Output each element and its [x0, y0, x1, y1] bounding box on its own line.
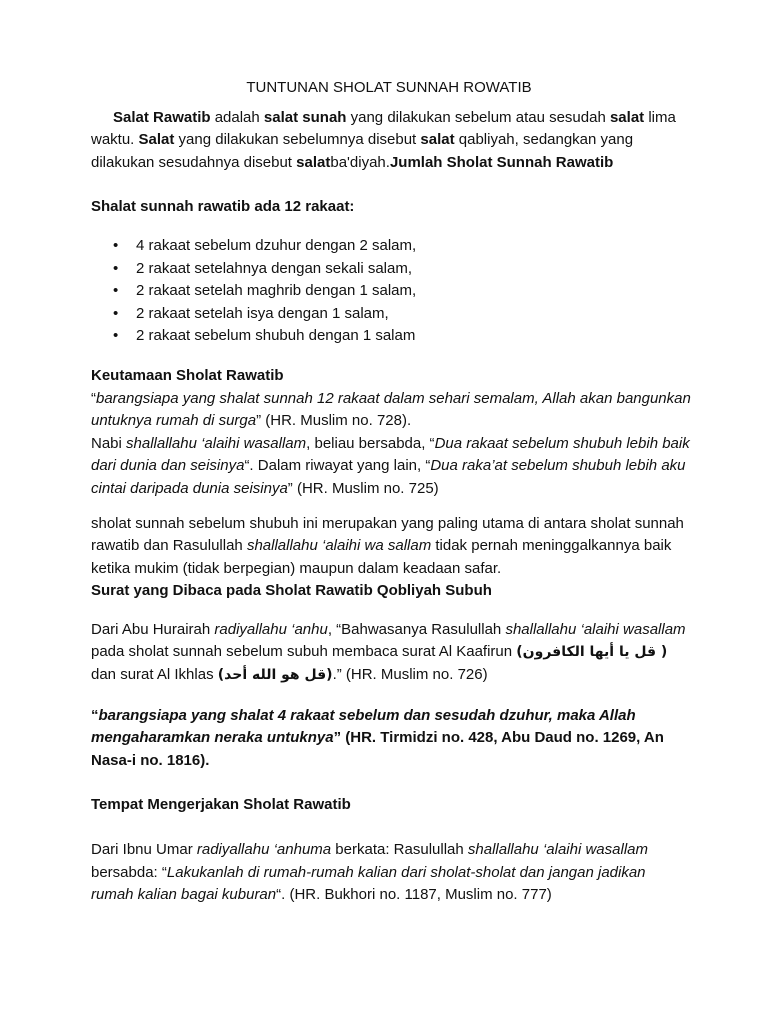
ibnu-umar-paragraph: Dari Ibnu Umar radiyallahu ‘anhuma berkata: Rasulullah shallallahu ‘alaihi wasallam bersabda: “Lakukanlah di rumah-rumah kalian dari sholat-sholat dan jangan jadikan rumah kalian bagai kuburan“. (HR. Bukhori no. 1187, Muslim no. 777) — [91, 841, 648, 904]
keutamaan-heading: Keutamaan Sholat Rawatib — [91, 366, 284, 384]
bullet-icon: • — [113, 327, 119, 345]
intro-term-salat-sunah: salat sunah — [263, 108, 347, 126]
surat-heading: Surat yang Dibaca pada Sholat Rawatib Qobliyah Subuh — [91, 582, 492, 600]
document-title: TUNTUNAN SHOLAT SUNNAH ROWATIB — [246, 79, 532, 96]
intro-text: yang dilakukan sebelum atau sesudah — [346, 108, 610, 126]
list-item: • 2 rakaat setelahnya dengan sekali salam, — [91, 258, 691, 281]
intro-text: adalah — [210, 108, 264, 126]
jumlah-heading: Jumlah Sholat Sunnah Rawatib — [389, 153, 614, 171]
keutamaan-hadith-quote: “barangsiapa yang shalat sunnah 12 rakaat dalam sehari semalam, Allah akan bangunkan untuknya rumah di surga” (HR. Muslim no. 728). — [91, 389, 691, 430]
dzuhur-hadith-quote: “barangsiapa yang shalat 4 rakaat sebelum dan sesudah dzuhur, maka Allah mengaharamkan neraka untuknya” (HR. Tirmidzi no. 428, Abu Daud no. 1269, An Nasa-i no. 1816). — [91, 706, 664, 769]
intro-text: yang dilakukan sebelumnya disebut — [174, 131, 421, 149]
intro-text: qabliyah, sedangkan yang dilakukan sesudahnya disebut — [91, 131, 634, 171]
bullet-icon: • — [113, 282, 119, 300]
shubuh-paragraph: sholat sunnah sebelum shubuh ini merupakan yang paling utama di antara sholat sunnah rawatib dan Rasulullah shallallahu ‘alaihi wa sallam tidak pernah meninggalkannya baik ketika mukim (tidak berpegian) maupun dalam keadaan safar. — [91, 514, 684, 577]
rakaat-count-heading: Shalat sunnah rawatib ada 12 rakaat: — [91, 198, 355, 216]
document-body — [91, 77, 691, 907]
intro-paragraph — [91, 107, 691, 175]
intro-text: lima waktu. — [91, 108, 676, 149]
list-item: • 2 rakaat setelah maghrib dengan 1 salam, — [91, 280, 691, 303]
list-item: • 2 rakaat setelah isya dengan 1 salam, — [91, 303, 691, 326]
bullet-icon: • — [113, 304, 119, 322]
intro-term-salat: salat — [420, 131, 455, 149]
arabic-al-ikhlas: (قل هو الله أحد) — [217, 667, 333, 684]
bullet-icon: • — [113, 259, 119, 277]
tempat-heading: Tempat Mengerjakan Sholat Rawatib — [91, 796, 351, 814]
arabic-al-kaafirun: ( قل يا أيها الكافرون) — [516, 644, 668, 661]
intro-text: ba'diyah. — [330, 153, 390, 171]
intro-term-salat: salat — [296, 153, 331, 171]
rakaat-list — [91, 235, 691, 348]
bullet-icon: • — [113, 236, 119, 254]
intro-term-salat: salat — [609, 108, 645, 126]
list-item: • 4 rakaat sebelum dzuhur dengan 2 salam, — [91, 235, 691, 258]
list-item: • 2 rakaat sebelum shubuh dengan 1 salam — [91, 325, 691, 348]
intro-term-salat: Salat — [138, 131, 175, 149]
abu-hurairah-paragraph: Dari Abu Hurairah radiyallahu ‘anhu, “Bahwasanya Rasulullah shallallahu ‘alaihi wasallam pada sholat sunnah sebelum subuh membaca surat Al Kaafirun ( قل يا أيها الكافرون) dan surat Al Ikhlas (قل هو الله أحد).” (HR. Muslim no. 726) — [91, 620, 686, 684]
nabi-hadith-paragraph: Nabi shallallahu ‘alaihi wasallam, beliau bersabda, “Dua rakaat sebelum shubuh lebih baik dari dunia dan seisinya“. Dalam riwayat yang lain, “Dua raka’at sebelum shubuh lebih aku cintai daripada dunia seisinya” (HR. Muslim no. 725) — [91, 434, 690, 497]
intro-term-salat-rawatib: Salat Rawatib — [113, 108, 211, 126]
